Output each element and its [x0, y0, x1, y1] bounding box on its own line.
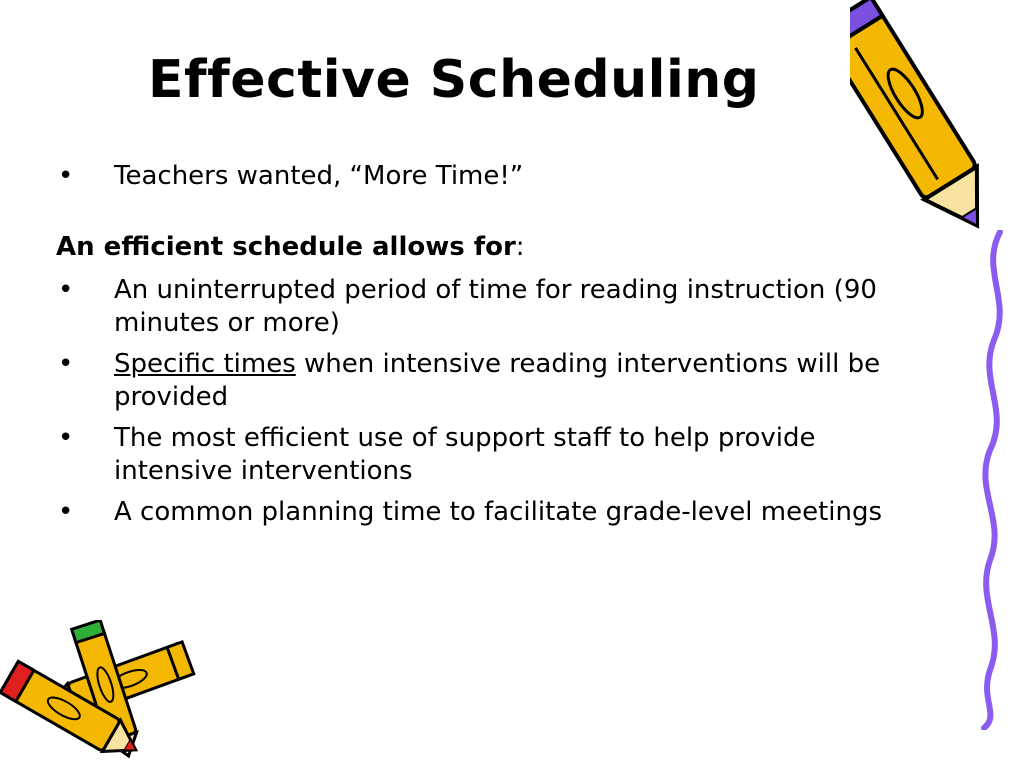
bullet-marker: • [58, 497, 74, 527]
bullet-text: An uninterrupted period of time for reading instruction (90 minutes or more) [114, 275, 877, 338]
bullet-text: A common planning time to facilitate grade-level meetings [114, 497, 883, 527]
bullet-item [56, 422, 916, 488]
bullet-intro [56, 160, 916, 193]
bullet-intro-text: Teachers wanted, “More Time!” [114, 161, 524, 191]
subheading [56, 231, 916, 264]
pencil-icon [850, 0, 1010, 250]
crossed-pencils-icon [0, 620, 210, 760]
bullet-underlined-text: Specific times [114, 349, 296, 379]
bullet-item [56, 496, 916, 529]
subheading-colon: : [515, 232, 525, 262]
slide-title: Effective Scheduling [148, 50, 760, 110]
bullet-marker: • [58, 349, 74, 379]
bullet-marker: • [58, 275, 74, 305]
bullet-text: The most efficient use of support staff to help provide intensive interventions [114, 423, 816, 486]
bullet-text: when intensive reading interventions will be provided [114, 349, 881, 412]
subheading-text: An efficient schedule allows for [56, 232, 516, 262]
bullet-item [56, 348, 916, 414]
bullet-item [56, 274, 916, 340]
wavy-line-icon [960, 230, 1024, 730]
bullet-marker: • [58, 423, 74, 453]
bullet-marker: • [58, 161, 74, 191]
slide-body [56, 160, 916, 529]
